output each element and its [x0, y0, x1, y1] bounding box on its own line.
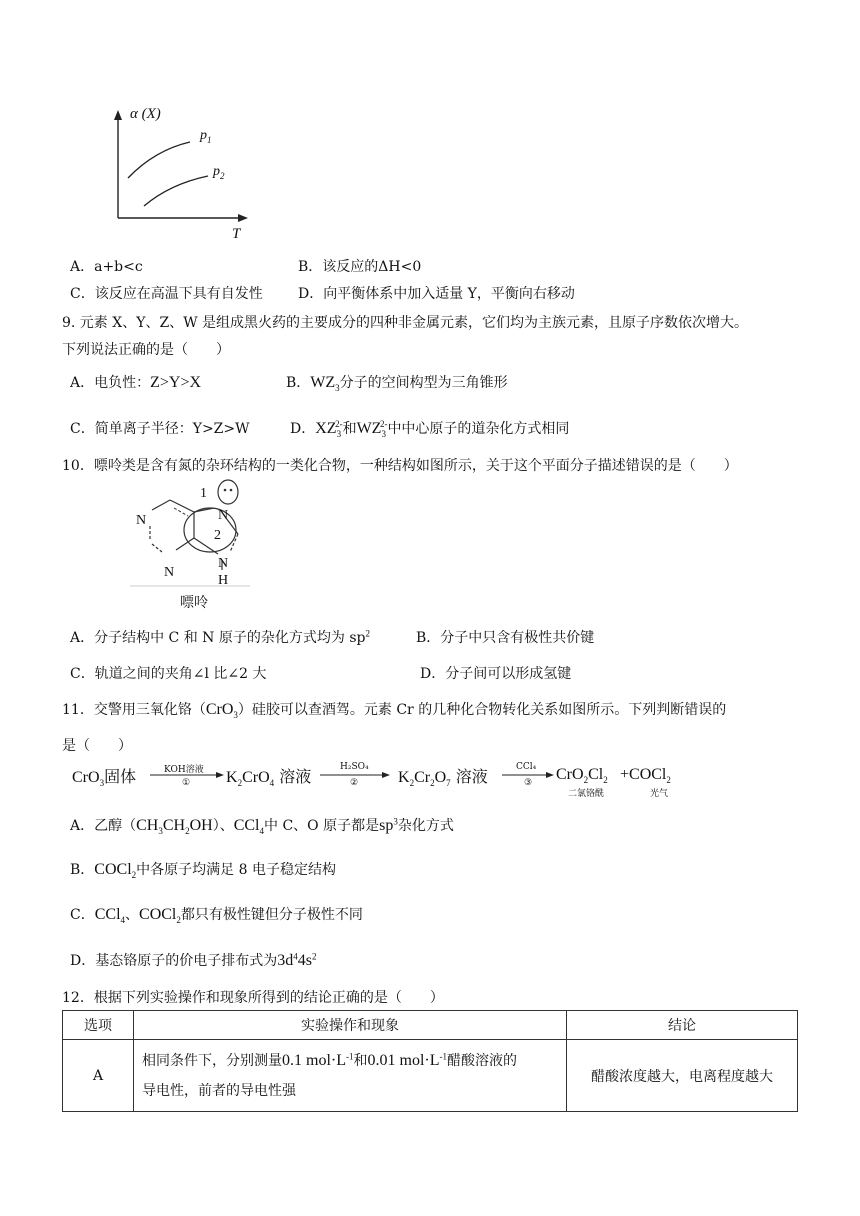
header-option: 选项	[63, 1011, 134, 1040]
q10-option-c[interactable]: C．轨道之间的夹角∠l 比∠2 大	[70, 666, 267, 682]
graph-curve2-label: $p_2$	[213, 164, 225, 181]
scheme-k2cr2o7: $K_2Cr_2O_7$ 溶液	[398, 767, 488, 789]
purine-n-top-left: N	[136, 513, 147, 528]
graph-ylabel: α (X)	[130, 106, 161, 122]
q9-option-d[interactable]: D．$XZ_3^{2-}$和$WZ_3^{2-}$中中心原子的道杂化方式相同	[290, 419, 570, 439]
q11-stem-line2: 是（ ）	[62, 738, 132, 754]
purine-n-top-right: N	[218, 508, 229, 523]
purine-h: H	[218, 573, 229, 588]
q8-option-c[interactable]: C．该反应在高温下具有自发性	[70, 286, 263, 302]
graph-curve1-label: $p_1$	[200, 128, 212, 145]
purine-n-bottom: N	[164, 565, 175, 580]
row-a-operation: 相同条件下，分别测量0.1 $mol\cdot L^{-1}$和0.01 $mol\cdot L^{-1}$醋酸溶液的 导电性，前者的导电性强	[134, 1040, 567, 1112]
q11-option-b[interactable]: B．COCl$_2$中各原子均满足 8 电子稳定结构	[70, 861, 336, 880]
scheme-cocl2-name: 光气	[650, 789, 669, 799]
q8-option-a[interactable]: A．a+b<c	[70, 259, 143, 275]
q10-option-a[interactable]: A．分子结构中 C 和 N 原子的杂化方式均为 $sp^2$	[70, 628, 370, 646]
scheme-cro2cl2-name: 二氯铬酰	[568, 789, 605, 799]
header-conclusion: 结论	[567, 1011, 798, 1040]
purine-nh: N	[218, 556, 229, 571]
q11-option-c[interactable]: C．CCl$_4$、COCl$_2$都只有极性键但分子极性不同	[70, 906, 363, 925]
table-row	[63, 1040, 798, 1112]
q12-stem: 12．根据下列实验操作和现象所得到的结论正确的是（ ）	[62, 990, 444, 1006]
q10-option-b[interactable]: B．分子中只含有极性共价键	[416, 630, 595, 646]
curve-p1	[128, 142, 190, 178]
alpha-vs-temperature-graph	[100, 100, 260, 245]
q9-stem-line2: 下列说法正确的是（ ）	[62, 342, 230, 358]
q9-option-b[interactable]: B．$WZ_3$分子的空间构型为三角锥形	[286, 374, 508, 393]
y-axis-arrow	[114, 110, 122, 120]
q11-stem-line1: 11．交警用三氧化铬（CrO$_3$）硅胶可以查酒驾。元素 Cr 的几种化合物转化关系如图所示。下列判断错误的	[62, 701, 727, 720]
experiment-table	[62, 1010, 798, 1112]
header-operation: 实验操作和现象	[134, 1011, 567, 1040]
q9-option-a[interactable]: A．电负性：Z>Y>X	[70, 374, 202, 391]
q10-stem: 10．嘌呤类是含有氮的杂环结构的一类化合物，一种结构如图所示，关于这个平面分子描述错误的是（ ）	[62, 458, 738, 474]
row-a-conclusion: 醋酸浓度越大，电离程度越大	[567, 1040, 798, 1112]
graph-xlabel: T	[232, 226, 241, 242]
purine-structure	[130, 478, 250, 588]
q10-option-d[interactable]: D．分子间可以形成氢键	[420, 666, 572, 682]
q9-stem-line1: 9. 元素 X、Y、Z、W 是组成黑火药的主要成分的四种非金属元素，它们均为主族元素，且原子序数依次增大。	[62, 315, 749, 331]
q11-option-a[interactable]: A．乙醇$(CH_3CH_2OH)$、CCl$_4$中 C、O 原子都是$sp^3$杂化方式	[70, 816, 454, 836]
purine-caption: 嘌呤	[180, 595, 208, 611]
purine-angle-1: 1	[200, 486, 207, 501]
curve-p2	[144, 176, 208, 206]
row-a-option[interactable]: A	[63, 1040, 134, 1112]
scheme-cro2cl2: $CrO_2Cl_2$	[556, 766, 608, 786]
scheme-cro3: CrO$_3$固体	[72, 767, 137, 789]
x-axis-arrow	[238, 214, 248, 222]
q8-option-b[interactable]: B．该反应的ΔH<0	[298, 259, 422, 275]
table-header-row	[63, 1011, 798, 1040]
scheme-arrow-3-top: CCl₄	[516, 762, 537, 772]
purine-angle-2: 2	[214, 528, 221, 543]
q9-option-c[interactable]: C．简单离子半径：Y>Z>W	[70, 421, 250, 437]
scheme-arrow-1-top: KOH溶液	[164, 765, 204, 775]
q11-option-d[interactable]: D．基态铬原子的价电子排布式为$3d^44s^2$	[70, 951, 317, 969]
scheme-k2cro4: $K_2CrO_4$ 溶液	[226, 767, 312, 789]
scheme-arrow-2-top: H₂SO₄	[340, 762, 369, 772]
q8-option-d[interactable]: D．向平衡体系中加入适量 Y，平衡向右移动	[298, 286, 575, 302]
scheme-arrow-3-bottom: ③	[524, 778, 533, 788]
scheme-cocl2: +COCl$_2$	[620, 766, 671, 786]
scheme-arrow-2-bottom: ②	[350, 778, 359, 788]
scheme-arrow-1-bottom: ①	[182, 778, 191, 788]
